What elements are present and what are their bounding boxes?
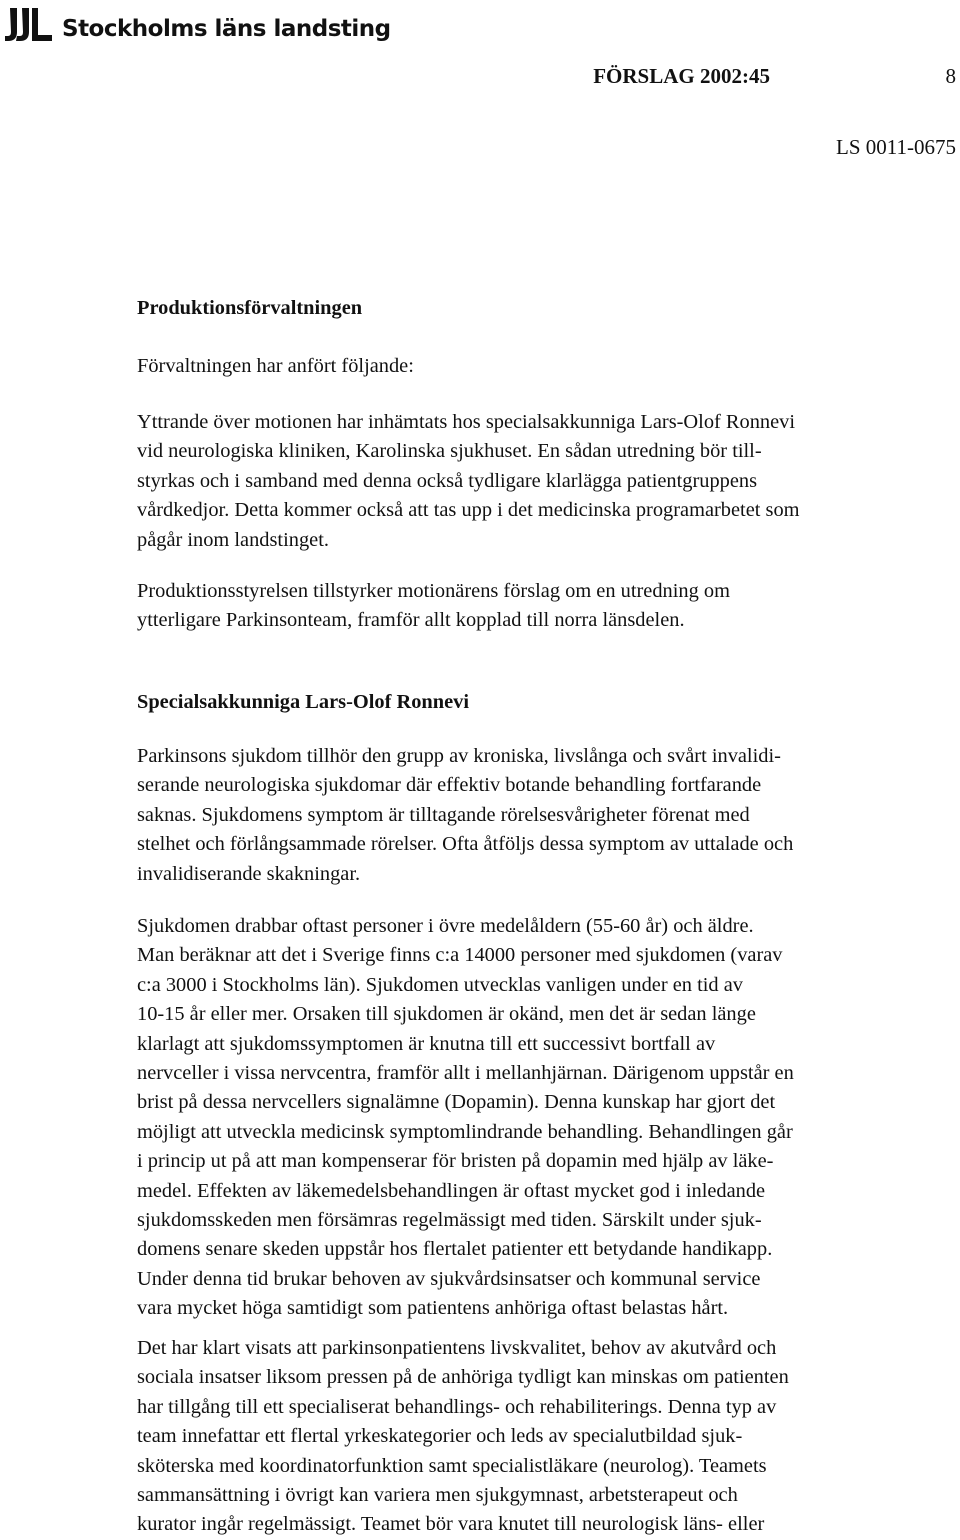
text-line: medel. Effekten av läkemedelsbehandlingen är oftast mycket god i inledande [137,1179,766,1202]
paragraph [137,577,927,636]
paragraph [137,912,927,1324]
text-line: Förvaltningen har anfört följande: [137,355,414,377]
text-line: sociala insatser liksom pressen på de anhöriga tydligt kan minskas om patienten [137,1366,789,1389]
organization-logo [4,6,391,44]
text-line: Man beräknar att det i Sverige finns c:a 14000 personer med sjukdomen (varav [137,944,783,967]
page-number: 8 [945,64,956,88]
sll-logo-icon [4,6,54,44]
section-heading: Produktionsförvaltningen [137,297,363,319]
text-line: vid neurologiska kliniken, Karolinska sjukhuset. En sådan utredning bör till- [137,440,762,463]
text-line: saknas. Sjukdomens symptom är tilltagande rörelsesvårigheter förenat med [137,803,750,826]
document-reference: LS 0011-0675 [836,135,956,159]
text-line: brist på dessa nervcellers signalämne (Dopamin). Denna kunskap har gjort det [137,1091,776,1114]
text-line: vårdkedjor. Detta kommer också att tas upp i det medicinska programarbetet som [137,499,800,522]
text-line: pågår inom landstinget. [137,528,329,551]
paragraph [137,1334,927,1540]
text-line: har tillgång till ett specialiserat behandlings- och rehabiliterings. Denna typ av [137,1395,777,1418]
text-line: i princip ut på att man kompenserar för bristen på dopamin med hjälp av läke- [137,1150,774,1173]
document-title: FÖRSLAG 2002:45 [593,64,770,88]
text-line: Under denna tid brukar behoven av sjukvårdsinsatser och kommunal service [137,1267,761,1290]
text-line: nervceller i vissa nervcentra, framför allt i mellanhjärnan. Därigenom uppstår en [137,1062,794,1085]
text-line: c:a 3000 i Stockholms län). Sjukdomen utvecklas vanligen under en tid av [137,973,743,996]
text-line: 10-15 år eller mer. Orsaken till sjukdomen är okänd, men det är sedan länge [137,1003,756,1026]
text-line: team innefattar ett flertal yrkeskategorier och leds av specialutbildad sjuk- [137,1425,743,1448]
text-line: klarlagt att sjukdomssymptomen är knutna till ett successivt bortfall av [137,1032,716,1055]
text-line: serande neurologiska sjukdomar där effektiv botande behandling fortfarande [137,774,762,797]
text-line: Yttrande över motionen har inhämtats hos specialsakkunniga Lars-Olof Ronnevi [137,411,795,433]
paragraph [137,408,927,555]
text-line: invalidiserande skakningar. [137,862,361,885]
section-heading: Specialsakkunniga Lars-Olof Ronnevi [137,691,469,713]
paragraph [137,352,927,381]
text-line: sjukdomsskeden men försämras regelmässigt med tiden. Särskilt under sjuk- [137,1209,762,1232]
text-line: domens senare skeden uppstår hos flertalet patienter ett betydande handikapp. [137,1238,773,1261]
text-line: möjligt att utveckla medicinsk symptomlindrande behandling. Behandlingen går [137,1120,793,1143]
text-line: sköterska med koordinatorfunktion samt specialistläkare (neurolog). Teamets [137,1454,767,1477]
text-line: sammansättning i övrigt kan variera men sjukgymnast, arbetsterapeut och [137,1484,738,1507]
text-line: Sjukdomen drabbar oftast personer i övre medelåldern (55-60 år) och äldre. [137,915,754,937]
text-line: kurator ingår regelmässigt. Teamet bör vara knutet till neurologisk läns- eller [137,1513,765,1536]
text-line: vara mycket höga samtidigt som patientens anhöriga oftast belastas hårt. [137,1297,729,1320]
organization-name: Stockholms läns landsting [62,15,391,42]
text-line: Det har klart visats att parkinsonpatientens livskvalitet, behov av akutvård och [137,1337,777,1359]
text-line: ytterligare Parkinsonteam, framför allt kopplad till norra länsdelen. [137,609,685,632]
text-line: Parkinsons sjukdom tillhör den grupp av kroniska, livslånga och svårt invalidi- [137,745,781,767]
text-line: stelhet och förlångsammade rörelser. Ofta åtföljs dessa symptom av uttalade och [137,833,794,856]
paragraph [137,742,927,889]
text-line: Produktionsstyrelsen tillstyrker motionärens förslag om en utredning om [137,580,730,602]
text-line: styrkas och i samband med denna också tydligare klarlägga patientgruppens [137,469,758,492]
